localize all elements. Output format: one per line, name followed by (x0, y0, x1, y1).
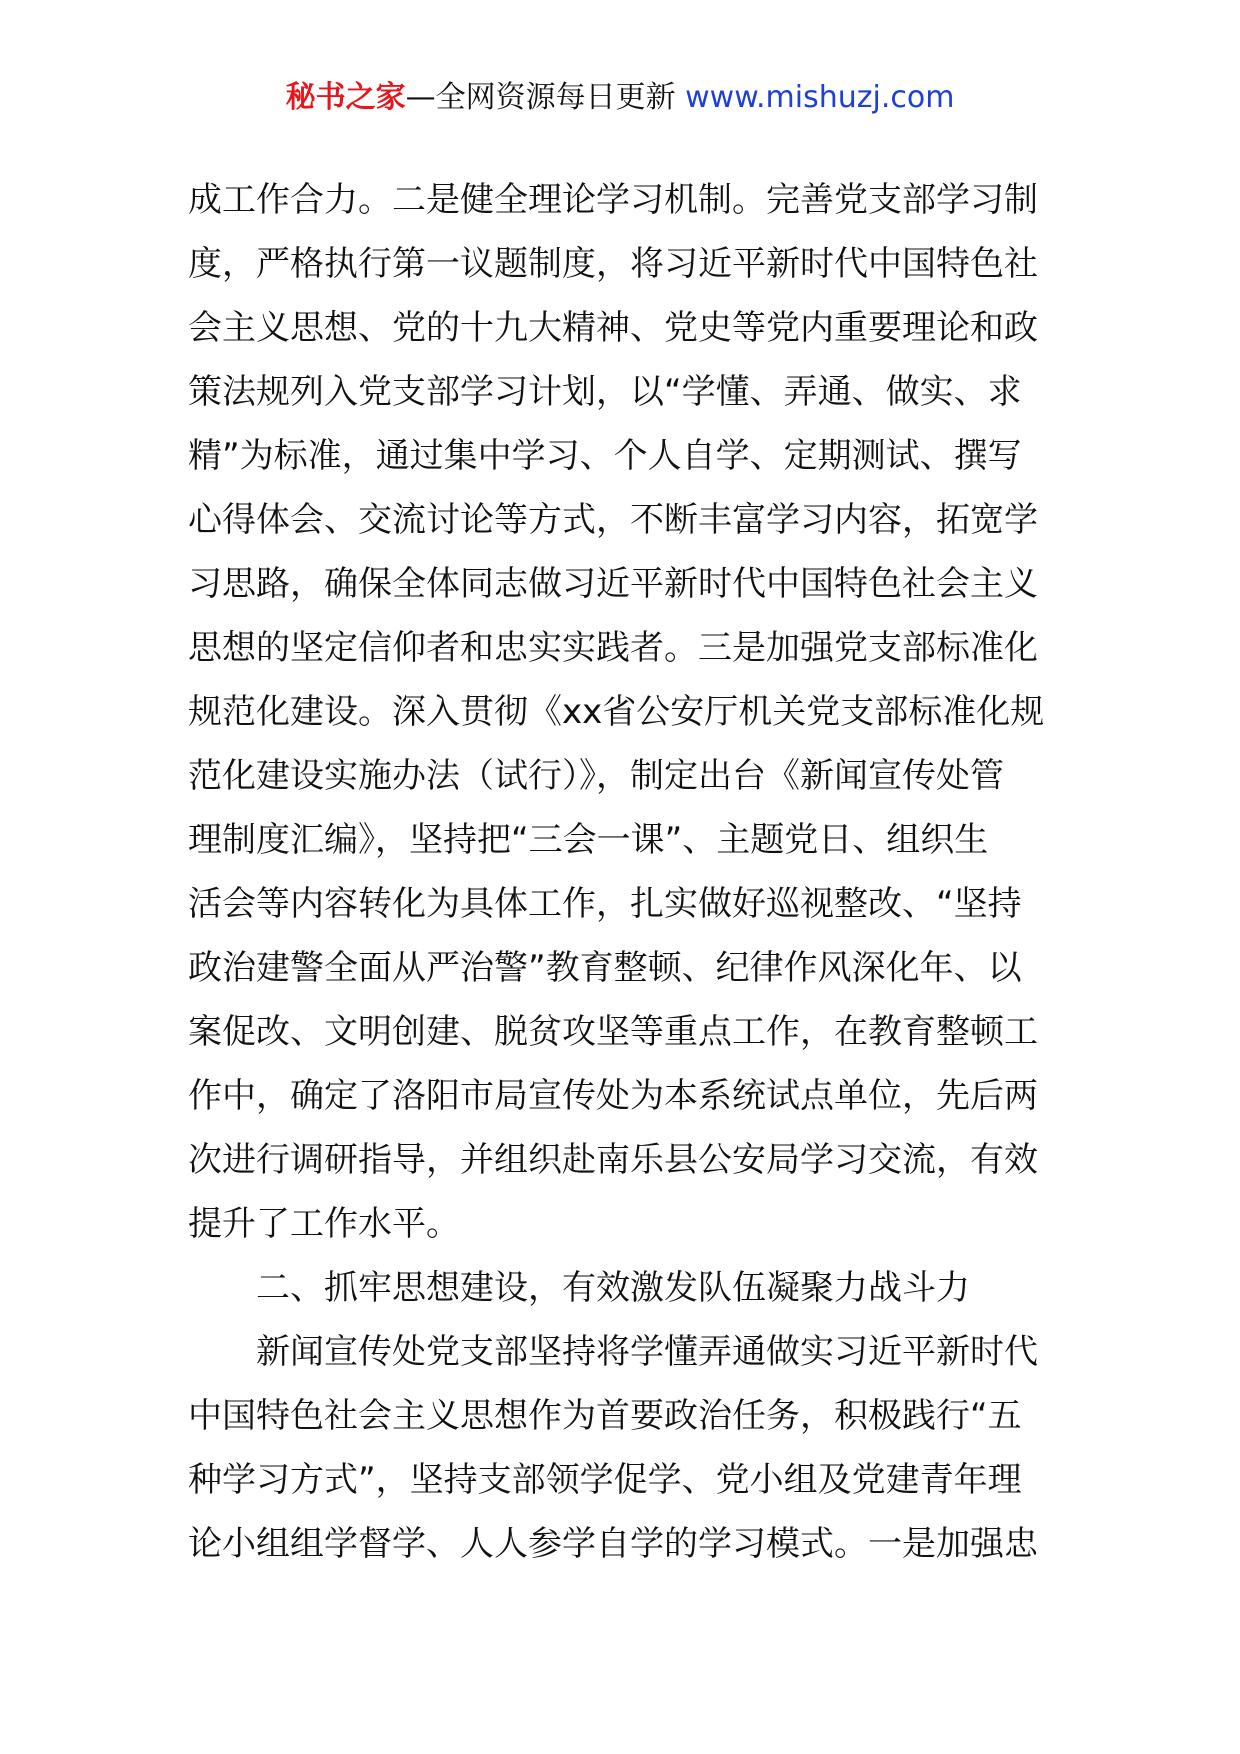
text-line: 活会等内容转化为具体工作，扎实做好巡视整改、“坚持 (188, 884, 1022, 924)
text-line: 案促改、文明创建、脱贫攻坚等重点工作，在教育整顿工 (188, 1012, 1038, 1052)
text-line: 作中，确定了洛阳市局宣传处为本系统试点单位，先后两 (188, 1076, 1038, 1116)
text-line: 成工作合力。二是健全理论学习机制。完善党支部学习制 (188, 180, 1038, 220)
text-line: 政治建警全面从严治警”教育整顿、纪律作风深化年、以 (188, 948, 1022, 988)
text-line: 会主义思想、党的十九大精神、党史等党内重要理论和政 (188, 308, 1038, 348)
text-line: 心得体会、交流讨论等方式，不断丰富学习内容，拓宽学 (188, 500, 1038, 540)
header-tagline: —全网资源每日更新 (405, 80, 686, 115)
text-line: 种学习方式”，坚持支部领学促学、党小组及党建青年理 (188, 1460, 1022, 1500)
text-line: 精”为标准，通过集中学习、个人自学、定期测试、撰写 (188, 436, 1022, 476)
text-line: 度，严格执行第一议题制度，将习近平新时代中国特色社 (188, 244, 1038, 284)
text-line: 习思路，确保全体同志做习近平新时代中国特色社会主义 (188, 564, 1038, 604)
text-line: 范化建设实施办法（试行）》，制定出台《新闻宣传处管 (188, 756, 1004, 796)
page-header (0, 78, 1240, 118)
text-line: 论小组组学督学、人人参学自学的学习模式。一是加强忠 (188, 1524, 1038, 1564)
brand-name: 秘书之家 (285, 80, 406, 115)
text-line: 理制度汇编》，坚持把“三会一课”、主题党日、组织生 (188, 820, 989, 860)
text-line: 策法规列入党支部学习计划，以“学懂、弄通、做实、求 (188, 372, 1022, 412)
text-line: 思想的坚定信仰者和忠实实践者。三是加强党支部标准化 (188, 628, 1038, 668)
text-line: 次进行调研指导，并组织赴南乐县公安局学习交流，有效 (188, 1140, 1038, 1180)
text-line: 规范化建设。深入贯彻《xx省公安厅机关党支部标准化规 (188, 692, 1045, 732)
document-body (188, 168, 1060, 1576)
website-url[interactable]: www.mishuzj.com (685, 80, 955, 115)
text-line: 新闻宣传处党支部坚持将学懂弄通做实习近平新时代 (256, 1332, 1038, 1372)
text-line: 中国特色社会主义思想作为首要政治任务，积极践行“五 (188, 1396, 1022, 1436)
text-line: 提升了工作水平。 (188, 1204, 460, 1244)
section-heading: 二、抓牢思想建设，有效激发队伍凝聚力战斗力 (256, 1268, 970, 1308)
